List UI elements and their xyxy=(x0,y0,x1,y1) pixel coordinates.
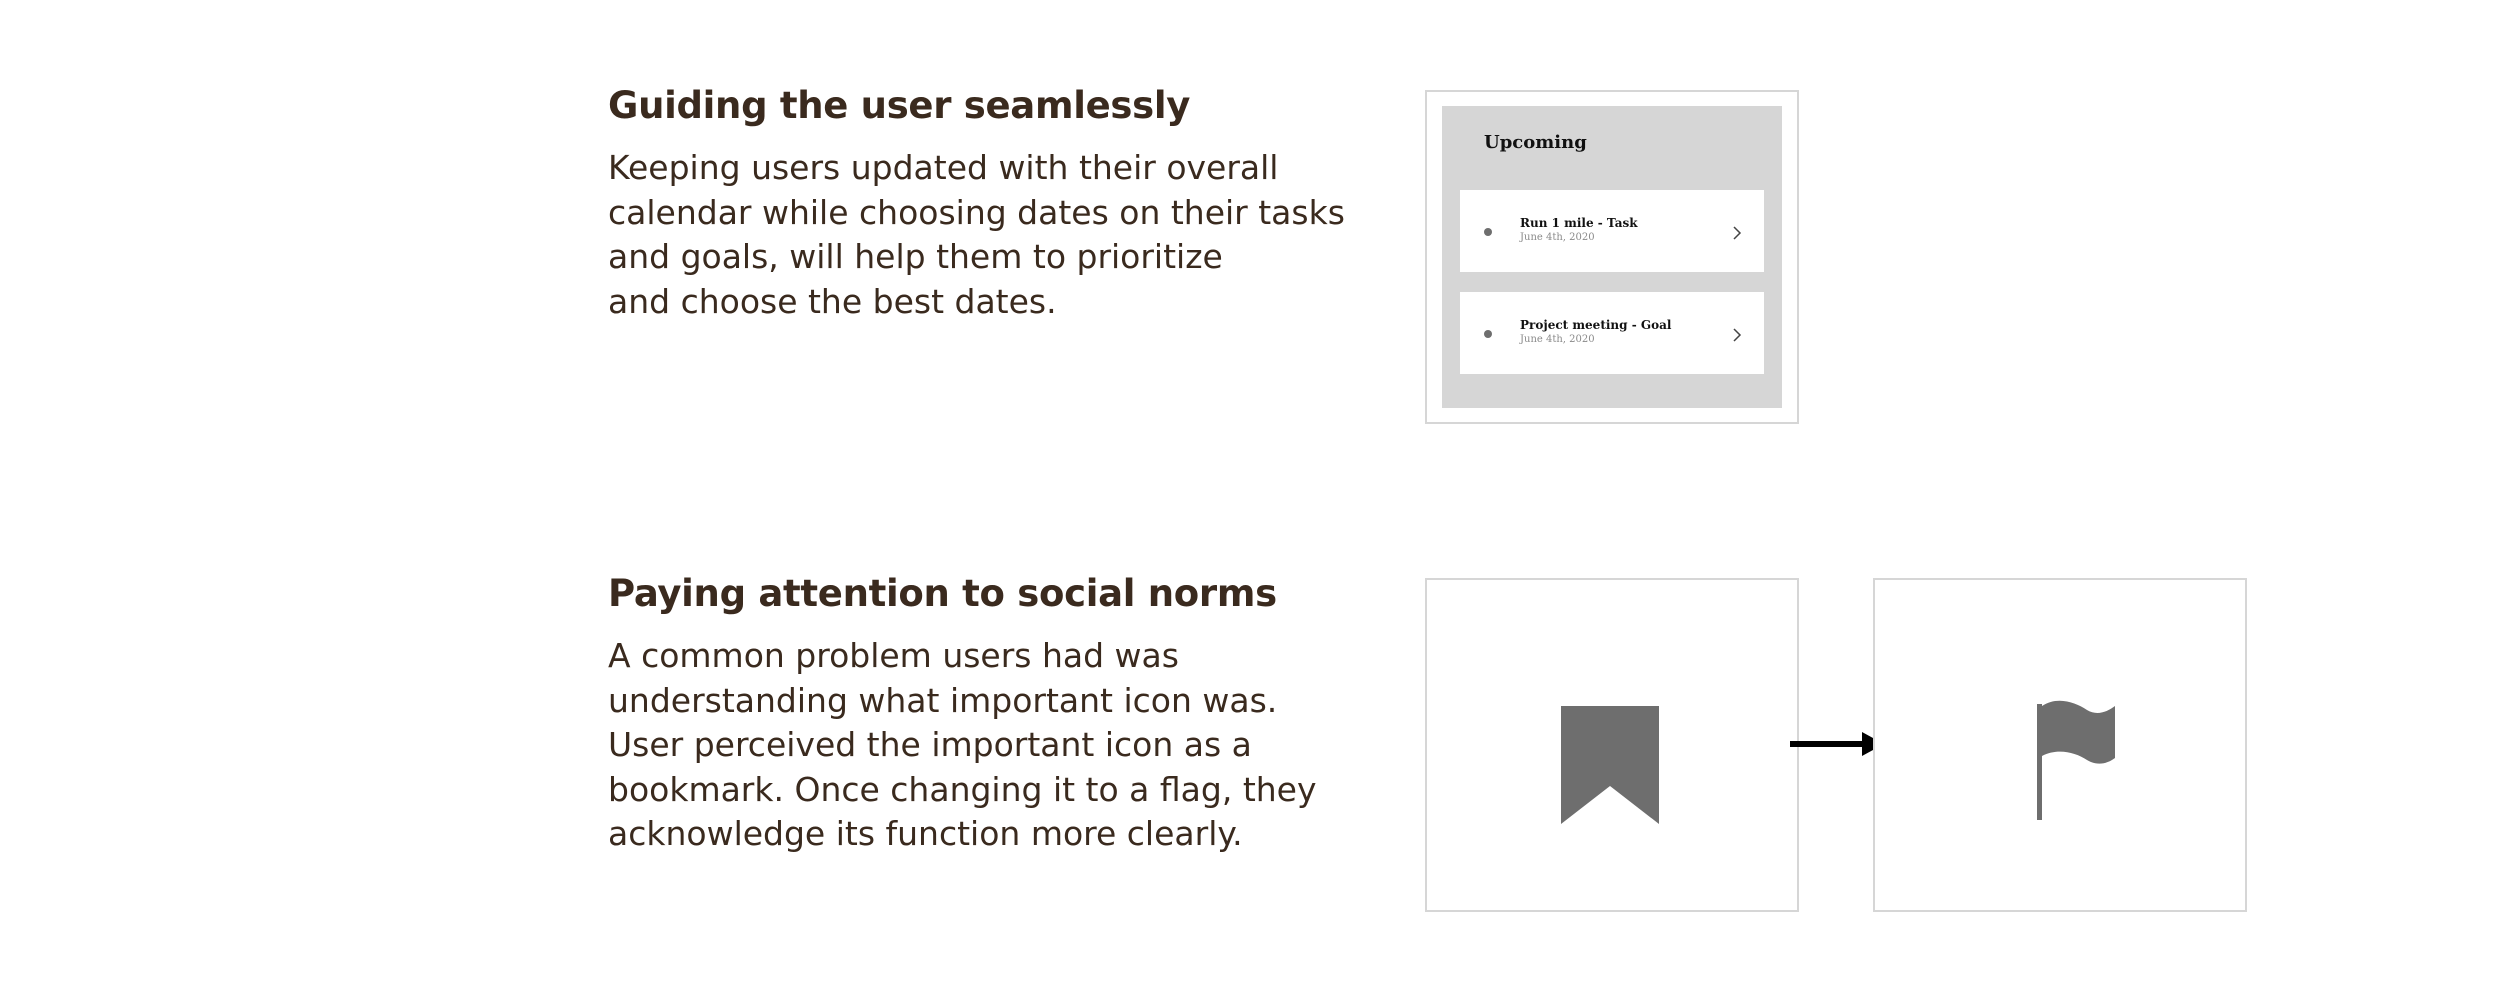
chevron-right-icon xyxy=(1730,328,1744,342)
task-name: Project meeting - Goal xyxy=(1520,318,1672,332)
bullet-icon xyxy=(1484,228,1492,236)
task-name: Run 1 mile - Task xyxy=(1520,216,1638,230)
task-date: June 4th, 2020 xyxy=(1520,232,1595,243)
flag-icon xyxy=(2035,700,2119,822)
body-line: A common problem users had was xyxy=(608,636,1179,675)
section-heading: Paying attention to social norms xyxy=(608,572,1277,615)
after-icon-frame xyxy=(1873,578,2247,912)
body-line: bookmark. Once changing it to a flag, they xyxy=(608,769,1317,809)
body-line: Keeping users updated with their overall xyxy=(608,148,1279,187)
before-icon-frame xyxy=(1425,578,1799,912)
arrow-right-icon xyxy=(1790,730,1886,758)
body-line: understanding what important icon was. xyxy=(608,680,1278,720)
chevron-right-icon xyxy=(1730,226,1744,240)
section-heading: Guiding the user seamlessly xyxy=(608,84,1191,127)
upcoming-title: Upcoming xyxy=(1484,132,1587,153)
section-body xyxy=(608,634,1328,857)
body-line: and goals, will help them to prioritize xyxy=(608,237,1223,276)
bookmark-icon xyxy=(1561,706,1659,824)
body-line: and choose the best dates. xyxy=(608,281,1057,321)
task-item[interactable] xyxy=(1460,190,1764,272)
bullet-icon xyxy=(1484,330,1492,338)
task-date: June 4th, 2020 xyxy=(1520,334,1595,345)
section-body xyxy=(608,146,1345,324)
body-line: User perceived the important icon as a xyxy=(608,725,1252,764)
body-line: acknowledge its function more clearly. xyxy=(608,814,1243,853)
task-item[interactable] xyxy=(1460,292,1764,374)
upcoming-panel xyxy=(1442,106,1782,408)
body-line: calendar while choosing dates on their tasks xyxy=(608,192,1345,232)
